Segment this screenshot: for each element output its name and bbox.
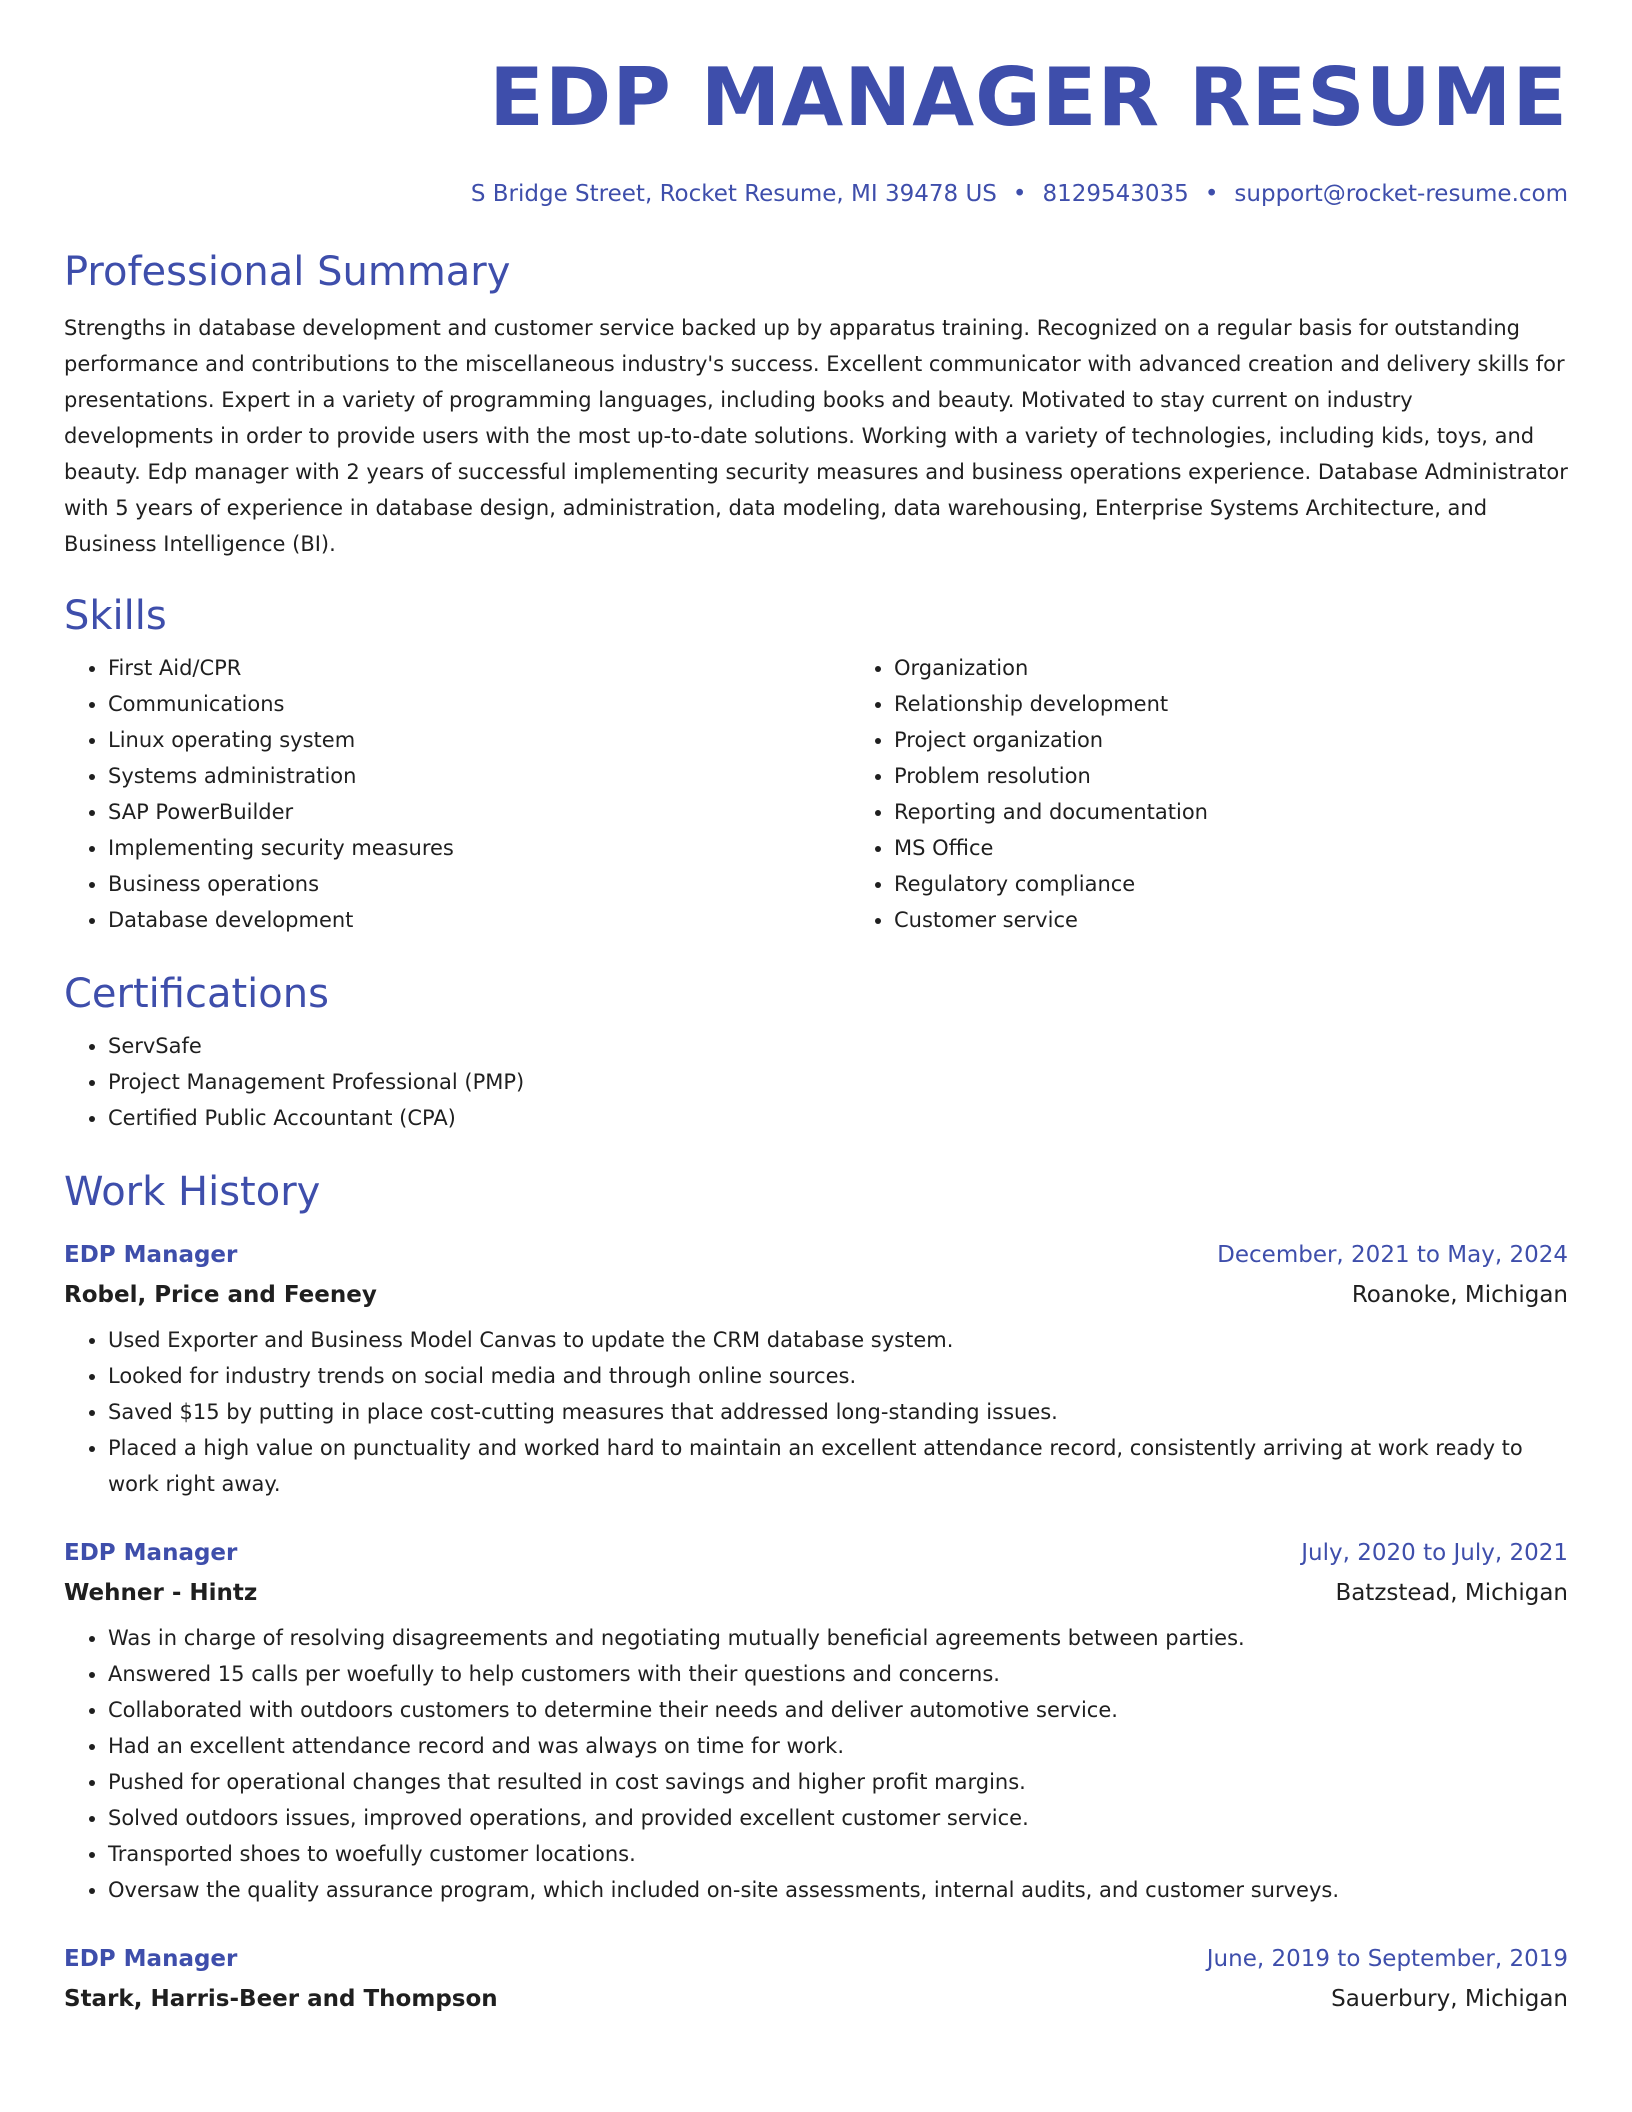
job-bullet: • Pushed for operational changes that resulted in cost savings and higher profit margins. [108, 1764, 1568, 1800]
skill-item: • Reporting and documentation [894, 794, 1632, 830]
resume-content [64, 48, 1568, 2014]
job-company: Wehner - Hintz [64, 1580, 258, 1606]
skill-item: • Project organization [894, 722, 1632, 758]
job-location: Batzstead, Michigan [1335, 1580, 1568, 1606]
job-bullet: • Looked for industry trends on social media and through online sources. [108, 1358, 1568, 1394]
job-bullet: • Oversaw the quality assurance program, which included on-site assessments, internal audits, and customer surveys. [108, 1872, 1568, 1908]
skills-heading: Skills [64, 593, 167, 639]
skill-item: • Regulatory compliance [894, 866, 1632, 902]
job-entry [64, 1538, 1568, 1908]
skill-item: • Problem resolution [894, 758, 1632, 794]
job-location: Sauerbury, Michigan [1331, 1986, 1568, 2012]
job-dates: June, 2019 to September, 2019 [1206, 1946, 1568, 1972]
certifications-heading: Certifications [64, 971, 329, 1017]
skills-column-right [850, 650, 1632, 938]
job-bullets [64, 1322, 1568, 1502]
skill-item: • Relationship development [894, 686, 1632, 722]
skill-item: • SAP PowerBuilder [108, 794, 850, 830]
job-bullet: • Placed a high value on punctuality and worked hard to maintain an excellent attendance record, consistently arriving at work ready to work right away. [108, 1430, 1568, 1502]
skill-item: • MS Office [894, 830, 1632, 866]
job-bullet: • Collaborated with outdoors customers to determine their needs and deliver automotive service. [108, 1692, 1568, 1728]
skills-column-left [64, 650, 850, 938]
skill-item: • Organization [894, 650, 1632, 686]
job-bullet: • Saved $15 by putting in place cost-cutting measures that addressed long-standing issues. [108, 1394, 1568, 1430]
job-subheader [64, 1568, 1568, 1608]
job-bullet: • Used Exporter and Business Model Canvas to update the CRM database system. [108, 1322, 1568, 1358]
skill-item: • Implementing security measures [108, 830, 850, 866]
work-history-heading: Work History [64, 1169, 321, 1215]
skills-list [64, 650, 1568, 938]
contact-line [64, 178, 1568, 210]
contact-phone: 8129543035 [1042, 181, 1189, 207]
job-role: EDP Manager [64, 1540, 238, 1566]
job-role: EDP Manager [64, 1946, 238, 1972]
job-bullets [64, 1620, 1568, 1908]
certification-item: • Project Management Professional (PMP) [108, 1064, 1568, 1100]
contact-separator: • [1012, 181, 1027, 207]
skill-item: • Linux operating system [108, 722, 850, 758]
contact-separator: • [1204, 181, 1219, 207]
contact-address: S Bridge Street, Rocket Resume, MI 39478 US [470, 181, 997, 207]
job-bullet: • Transported shoes to woefully customer locations. [108, 1836, 1568, 1872]
job-header [64, 1944, 1568, 1974]
job-header [64, 1538, 1568, 1568]
certification-item: • Certified Public Accountant (CPA) [108, 1100, 1568, 1136]
job-company: Robel, Price and Feeney [64, 1282, 377, 1308]
resume-title: EDP MANAGER RESUME [489, 51, 1568, 144]
job-bullet: • Had an excellent attendance record and was always on time for work. [108, 1728, 1568, 1764]
job-role: EDP Manager [64, 1242, 238, 1268]
job-bullet: • Was in charge of resolving disagreements and negotiating mutually beneficial agreements between parties. [108, 1620, 1568, 1656]
job-entry [64, 1240, 1568, 1502]
certifications-list [64, 1028, 1568, 1136]
skill-item: • First Aid/CPR [108, 650, 850, 686]
certification-item: • ServSafe [108, 1028, 1568, 1064]
skill-item: • Database development [108, 902, 850, 938]
job-dates: December, 2021 to May, 2024 [1217, 1242, 1568, 1268]
job-dates: July, 2020 to July, 2021 [1301, 1540, 1568, 1566]
skill-item: • Communications [108, 686, 850, 722]
job-subheader [64, 1974, 1568, 2014]
job-subheader [64, 1270, 1568, 1310]
skill-item: • Systems administration [108, 758, 850, 794]
job-bullet: • Answered 15 calls per woefully to help customers with their questions and concerns. [108, 1656, 1568, 1692]
job-company: Stark, Harris-Beer and Thompson [64, 1986, 498, 2012]
contact-email[interactable]: support@rocket-resume.com [1234, 181, 1568, 207]
summary-heading: Professional Summary [64, 249, 511, 295]
skill-item: • Customer service [894, 902, 1632, 938]
job-location: Roanoke, Michigan [1351, 1282, 1568, 1308]
job-entry [64, 1944, 1568, 2014]
job-bullet: • Solved outdoors issues, improved operations, and provided excellent customer service. [108, 1800, 1568, 1836]
skill-item: • Business operations [108, 866, 850, 902]
job-header [64, 1240, 1568, 1270]
summary-text: Strengths in database development and customer service backed up by apparatus training. Recognized on a regular basis for outstanding performance and contributions to the miscellaneous industry's success. Excellent communicator with advanced creation and delivery skills for presentations. Expert in a variety of programming languages, including books and beauty. Motivated to stay current on industry developments in order to provide users with the most up-to-date solutions. Working with a variety of technologies, including kids, toys, and beauty. Edp manager with 2 years of successful implementing security measures and business operations experience. Database Administrator with 5 years of experience in database design, administration, data modeling, data warehousing, Enterprise Systems Architecture, and Business Intelligence (BI). [64, 316, 1568, 556]
